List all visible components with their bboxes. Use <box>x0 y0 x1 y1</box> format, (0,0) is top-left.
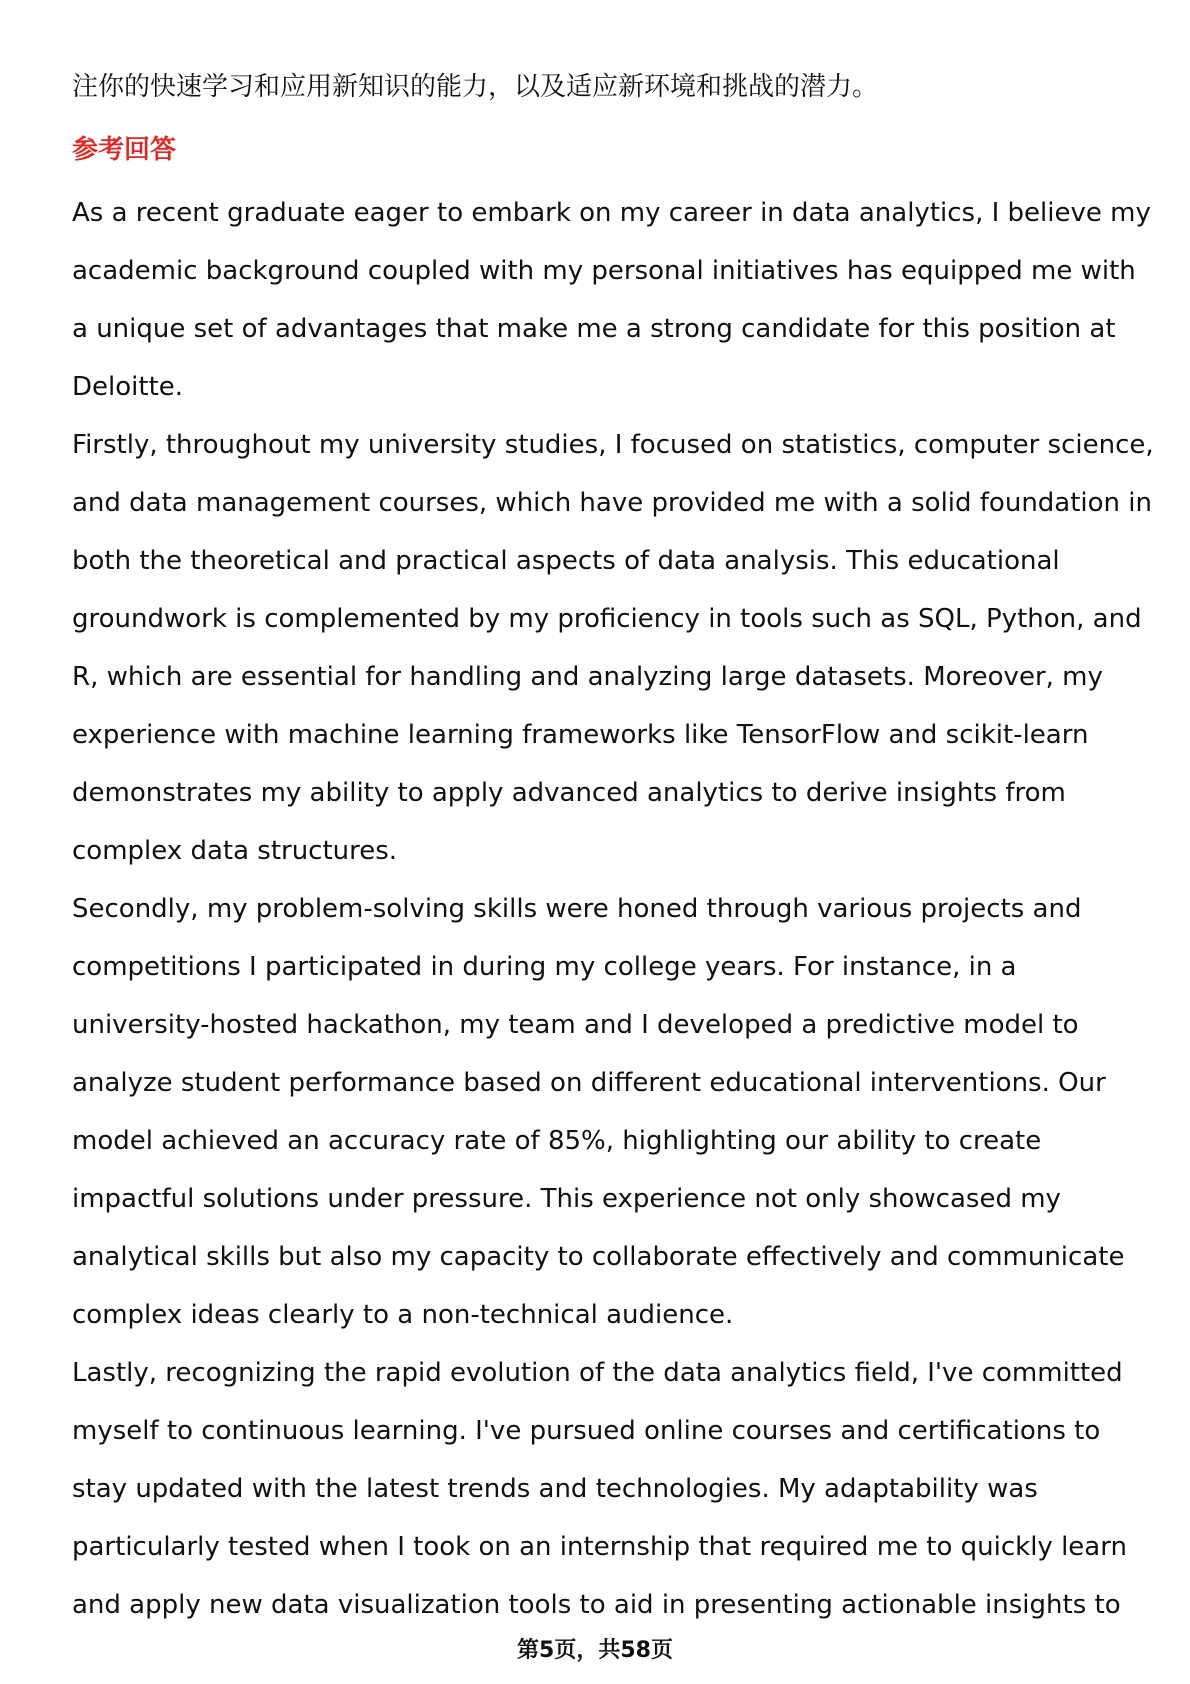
answer-line: myself to continuous learning. I've pursued online courses and certifications to <box>72 1416 1101 1446</box>
answer-line: Deloitte. <box>72 372 184 402</box>
answer-line: complex ideas clearly to a non-technical audience. <box>72 1300 734 1330</box>
answer-line: complex data structures. <box>72 836 398 866</box>
answer-line: competitions I participated in during my college years. For instance, in a <box>72 952 1017 982</box>
reference-answer-heading: 参考回答 <box>72 135 177 165</box>
answer-line: analytical skills but also my capacity to collaborate effectively and communicate <box>72 1242 1125 1272</box>
page-number-footer: 第5页，共58页 <box>517 1638 673 1663</box>
answer-line: academic background coupled with my personal initiatives has equipped me with <box>72 256 1136 286</box>
answer-line: Lastly, recognizing the rapid evolution of the data analytics field, I've committed <box>72 1358 1123 1388</box>
answer-line: model achieved an accuracy rate of 85%, highlighting our ability to create <box>72 1126 1042 1156</box>
answer-body <box>72 184 1154 1634</box>
answer-line: groundwork is complemented by my proficiency in tools such as SQL, Python, and <box>72 604 1142 634</box>
answer-line: impactful solutions under pressure. This experience not only showcased my <box>72 1184 1061 1214</box>
answer-line: and data management courses, which have provided me with a solid foundation in <box>72 488 1153 518</box>
answer-line: experience with machine learning frameworks like TensorFlow and scikit-learn <box>72 720 1089 750</box>
answer-line: analyze student performance based on different educational interventions. Our <box>72 1068 1106 1098</box>
answer-line: Secondly, my problem-solving skills were honed through various projects and <box>72 894 1082 924</box>
answer-line: demonstrates my ability to apply advanced analytics to derive insights from <box>72 778 1066 808</box>
answer-line: and apply new data visualization tools to aid in presenting actionable insights to <box>72 1590 1121 1620</box>
answer-line: R, which are essential for handling and analyzing large datasets. Moreover, my <box>72 662 1103 692</box>
answer-line: both the theoretical and practical aspects of data analysis. This educational <box>72 546 1060 576</box>
answer-line: particularly tested when I took on an internship that required me to quickly learn <box>72 1532 1127 1562</box>
intro-text-line: 注你的快速学习和应用新知识的能力，以及适应新环境和挑战的潜力。 <box>72 72 879 102</box>
page-content <box>72 58 1154 1634</box>
answer-line: stay updated with the latest trends and technologies. My adaptability was <box>72 1474 1038 1504</box>
answer-line: university-hosted hackathon, my team and I developed a predictive model to <box>72 1010 1079 1040</box>
answer-line: As a recent graduate eager to embark on my career in data analytics, I believe my <box>72 198 1151 228</box>
answer-line: a unique set of advantages that make me a strong candidate for this position at <box>72 314 1116 344</box>
answer-line: Firstly, throughout my university studies, I focused on statistics, computer science, <box>72 430 1154 460</box>
